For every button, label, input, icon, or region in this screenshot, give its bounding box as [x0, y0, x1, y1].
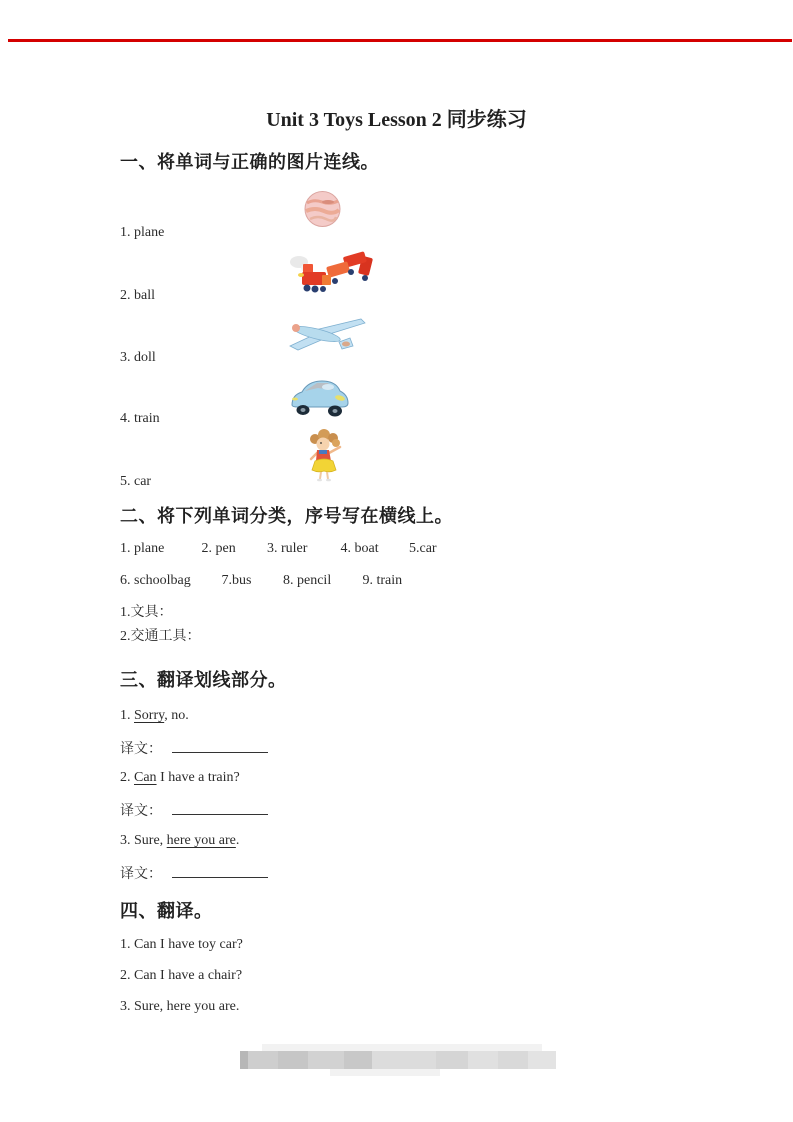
- sentence-2-post: I have a train?: [156, 770, 240, 785]
- doll-illustration: [303, 429, 345, 482]
- word-row-2: [120, 573, 402, 589]
- section-2-heading: 二、将下列单词分类，序号写在横线上。: [120, 506, 453, 526]
- sentence-3-pre: 3. Sure,: [120, 833, 167, 848]
- translation-line-3: [120, 863, 268, 883]
- word-train: 9. train: [362, 573, 403, 588]
- top-red-rule: [8, 39, 792, 42]
- translate-item-2: 2. Can I have a chair?: [120, 968, 243, 983]
- word-pen: 2. pen: [201, 541, 236, 556]
- sentence-3-post: .: [235, 833, 240, 848]
- sentence-1: [120, 708, 189, 724]
- word-pencil: 8. pencil: [283, 573, 332, 588]
- match-word-doll: 3. doll: [120, 350, 156, 365]
- word-ruler: 3. ruler: [267, 541, 308, 556]
- category-transport: 2.交通工具：: [120, 629, 201, 644]
- translation-label: 译文：: [120, 742, 162, 757]
- translate-item-1: 1. Can I have toy car?: [120, 937, 243, 952]
- sentence-2-pre: 2.: [120, 770, 134, 785]
- section-4-heading: 四、翻译。: [120, 901, 213, 921]
- word-plane: 1. plane: [120, 541, 165, 556]
- sentence-1-pre: 1.: [120, 708, 134, 723]
- match-word-plane: 1. plane: [120, 225, 165, 240]
- section-3-heading: 三、翻译划线部分。: [120, 670, 287, 690]
- sentence-2: [120, 770, 240, 786]
- translation-line-2: [120, 800, 268, 820]
- translation-label: 译文：: [120, 867, 162, 882]
- worksheet-title: Unit 3 Toys Lesson 2 同步练习: [266, 109, 527, 131]
- sentence-1-underlined: Sorry: [134, 708, 165, 723]
- ball-illustration: [303, 190, 342, 228]
- plane-illustration: [287, 316, 366, 354]
- word-bus: 7.bus: [221, 573, 252, 588]
- sentence-3-underlined: here you are: [166, 833, 236, 848]
- word-car: 5.car: [409, 541, 437, 556]
- answer-blank-1: [172, 739, 268, 753]
- category-stationery: 1.文具：: [120, 605, 173, 620]
- translate-item-3: 3. Sure, here you are.: [120, 999, 240, 1014]
- match-word-car: 5. car: [120, 474, 152, 489]
- train-illustration: [288, 247, 373, 295]
- translation-line-1: [120, 738, 268, 758]
- answer-blank-3: [172, 864, 268, 878]
- match-word-train: 4. train: [120, 411, 160, 426]
- word-schoolbag: 6. schoolbag: [120, 573, 191, 588]
- sentence-3: [120, 833, 239, 849]
- watermark-blur-bar: [240, 1051, 556, 1069]
- sentence-1-post: , no.: [164, 708, 189, 723]
- word-boat: 4. boat: [340, 541, 379, 556]
- answer-blank-2: [172, 801, 268, 815]
- word-row-1: [120, 541, 437, 557]
- car-illustration: [288, 371, 352, 419]
- watermark-blur-tail: [330, 1069, 440, 1076]
- translation-label: 译文：: [120, 804, 162, 819]
- watermark-blur-halo: [262, 1044, 542, 1051]
- match-word-ball: 2. ball: [120, 288, 155, 303]
- section-1-heading: 一、将单词与正确的图片连线。: [120, 152, 379, 172]
- sentence-2-underlined: Can: [134, 770, 157, 785]
